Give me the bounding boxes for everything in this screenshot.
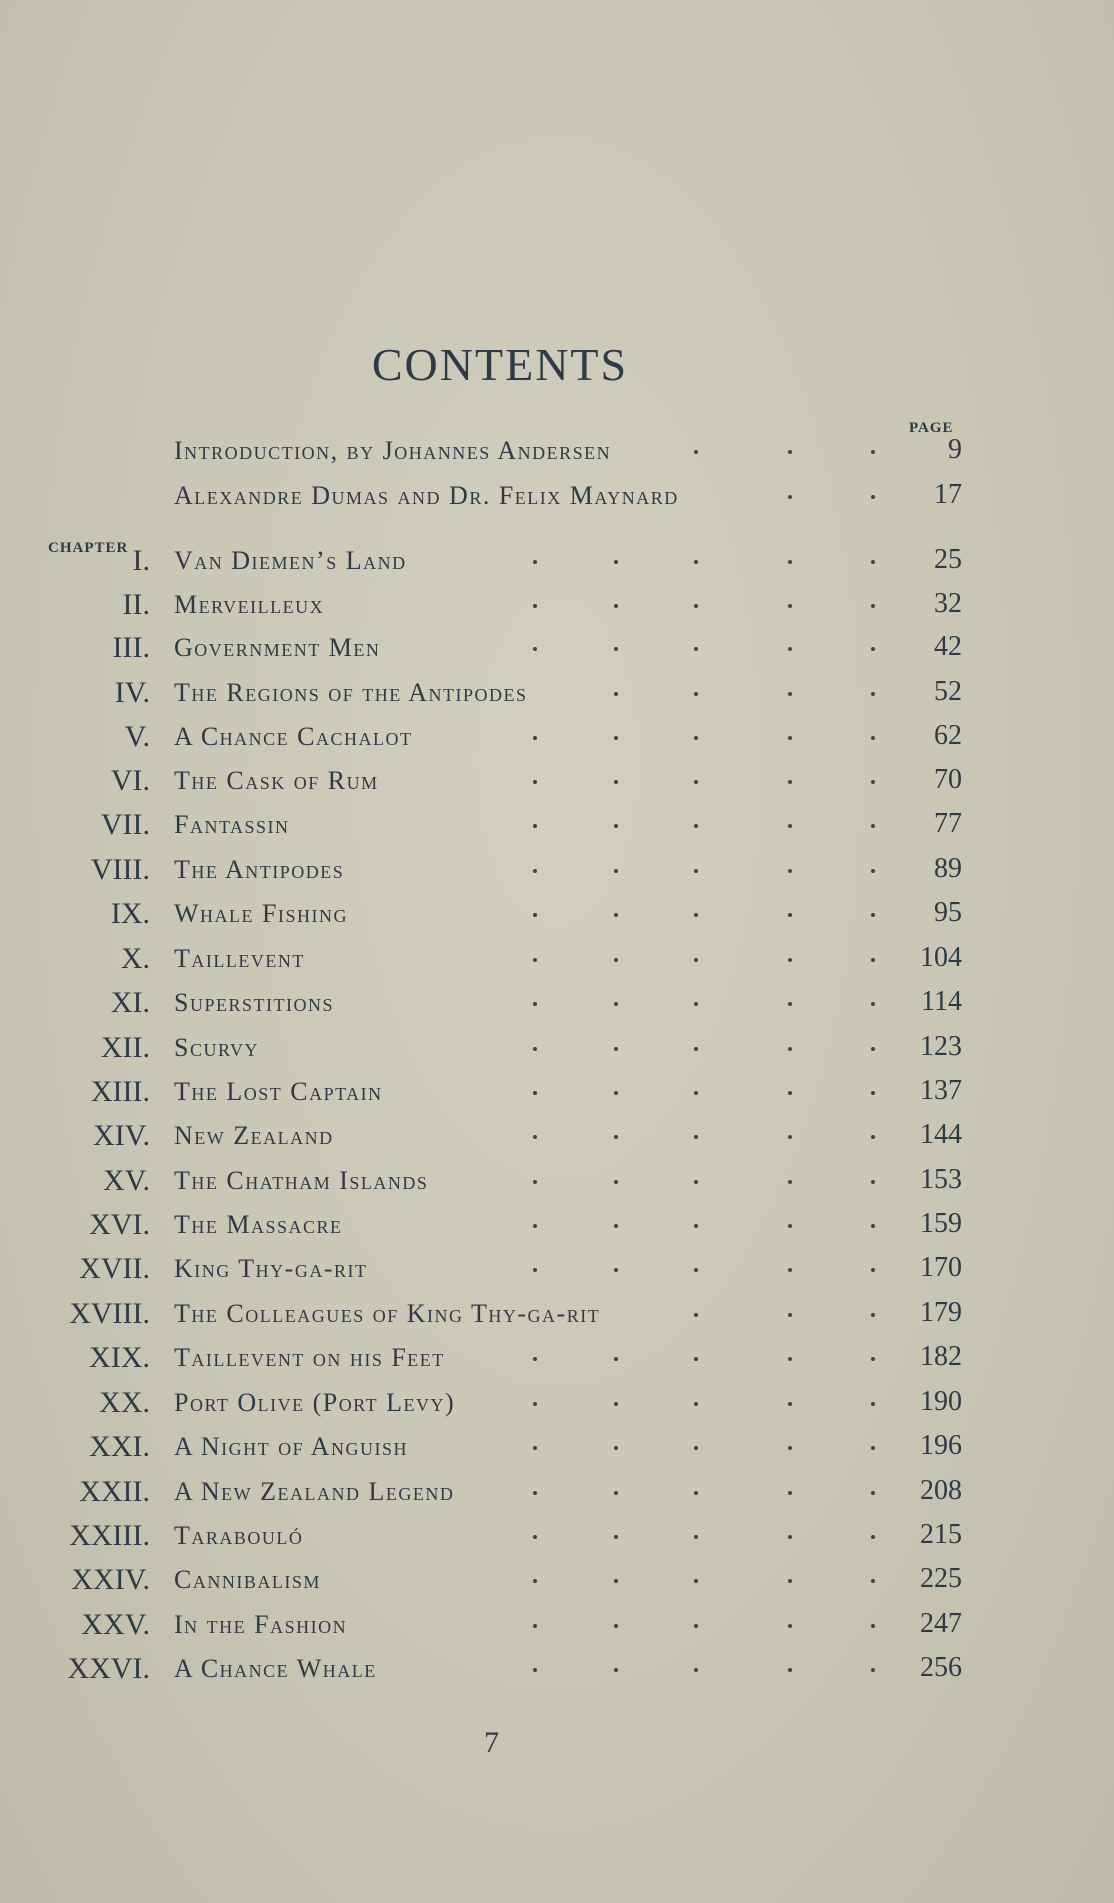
- chapter-number: III.: [112, 631, 150, 664]
- leader-dot: [614, 692, 618, 696]
- page-number-cell: 170: [920, 1252, 962, 1283]
- page-number-cell: 153: [920, 1164, 962, 1195]
- page-number-cell: 208: [920, 1475, 962, 1506]
- leader-dot: [694, 1135, 698, 1139]
- chapter-title: A New Zealand Legend: [174, 1477, 455, 1506]
- toc-entry: [0, 1297, 1114, 1341]
- page-number-cell: 17: [934, 479, 962, 510]
- chapter-number: XVI.: [89, 1208, 150, 1241]
- leader-dot: [694, 1047, 698, 1051]
- leader-dot: [788, 913, 792, 917]
- toc-entry: [0, 1563, 1114, 1607]
- leader-dot: [788, 1668, 792, 1672]
- leader-dot: [788, 1446, 792, 1450]
- leader-dot: [788, 604, 792, 608]
- leader-dot: [614, 1091, 618, 1095]
- leader-dot: [694, 1579, 698, 1583]
- toc-entry: [0, 1031, 1114, 1075]
- leader-dot: [533, 1002, 537, 1006]
- leader-dot: [788, 780, 792, 784]
- leader-dot: [871, 958, 875, 962]
- page-number-cell: 25: [934, 544, 962, 575]
- leader-dot: [533, 1668, 537, 1672]
- toc-entry: [0, 1341, 1114, 1385]
- leader-dot: [871, 495, 875, 499]
- page-number-cell: 182: [920, 1341, 962, 1372]
- chapter-title: Van Diemen’s Land: [174, 546, 407, 575]
- chapter-column-heading: CHAPTER: [48, 540, 129, 556]
- chapter-number: XXIII.: [69, 1519, 150, 1552]
- chapter-number: XVIII.: [69, 1297, 150, 1330]
- chapter-number: XII.: [100, 1031, 150, 1064]
- leader-dot: [788, 958, 792, 962]
- chapter-number: IX.: [110, 897, 150, 930]
- leader-dot: [533, 1357, 537, 1361]
- dot-leader: [0, 434, 1114, 478]
- page-number-cell: 215: [920, 1519, 962, 1550]
- toc-entry: [0, 720, 1114, 764]
- page-number-cell: 70: [934, 764, 962, 795]
- leader-dot: [614, 604, 618, 608]
- page-number-cell: 179: [920, 1297, 962, 1328]
- leader-dot: [694, 647, 698, 651]
- leader-dot: [788, 1224, 792, 1228]
- chapter-title: The Lost Captain: [174, 1077, 383, 1106]
- toc-entry: [0, 986, 1114, 1030]
- leader-dot: [533, 1180, 537, 1184]
- leader-dot: [533, 1579, 537, 1583]
- leader-dot: [533, 604, 537, 608]
- leader-dot: [871, 1002, 875, 1006]
- leader-dot: [694, 692, 698, 696]
- chapter-number: XI.: [110, 986, 150, 1019]
- chapter-title: Government Men: [174, 633, 381, 662]
- page-number-cell: 42: [934, 631, 962, 662]
- leader-dot: [614, 1579, 618, 1583]
- leader-dot: [694, 824, 698, 828]
- chapter-number: V.: [124, 720, 150, 753]
- toc-entry: [0, 942, 1114, 986]
- leader-dot: [533, 913, 537, 917]
- chapter-title: A Night of Anguish: [174, 1432, 408, 1461]
- toc-entry: [0, 631, 1114, 675]
- leader-dot: [614, 560, 618, 564]
- leader-dot: [694, 450, 698, 454]
- leader-dot: [533, 1491, 537, 1495]
- leader-dot: [533, 1047, 537, 1051]
- page-number: 7: [484, 1726, 499, 1759]
- toc-entry: [0, 897, 1114, 941]
- chapter-number: XIX.: [89, 1341, 150, 1374]
- leader-dot: [694, 913, 698, 917]
- leader-dot: [533, 958, 537, 962]
- toc-entry: [0, 853, 1114, 897]
- chapter-number: VIII.: [90, 853, 150, 886]
- leader-dot: [614, 1180, 618, 1184]
- leader-dot: [694, 1357, 698, 1361]
- leader-dot: [788, 1047, 792, 1051]
- page-number-cell: 225: [920, 1563, 962, 1594]
- leader-dot: [694, 604, 698, 608]
- toc-entry: [0, 479, 1114, 523]
- chapter-number: XXII.: [79, 1475, 150, 1508]
- leader-dot: [788, 1402, 792, 1406]
- chapter-title: Merveilleux: [174, 590, 325, 619]
- leader-dot: [533, 824, 537, 828]
- page-number-cell: 144: [920, 1119, 962, 1150]
- leader-dot: [788, 1180, 792, 1184]
- chapter-title: Superstitions: [174, 988, 334, 1017]
- leader-dot: [788, 647, 792, 651]
- leader-dot: [614, 913, 618, 917]
- page-number-cell: 247: [920, 1608, 962, 1639]
- leader-dot: [871, 1047, 875, 1051]
- leader-dot: [694, 560, 698, 564]
- page-number-cell: 159: [920, 1208, 962, 1239]
- leader-dot: [788, 450, 792, 454]
- chapter-number: XIV.: [93, 1119, 150, 1152]
- leader-dot: [694, 1002, 698, 1006]
- leader-dot: [788, 692, 792, 696]
- toc-entry: [0, 808, 1114, 852]
- toc-entry: [0, 588, 1114, 632]
- toc-entry: [0, 434, 1114, 478]
- leader-dot: [614, 1268, 618, 1272]
- toc-entry: [0, 1430, 1114, 1474]
- toc-entry: [0, 1519, 1114, 1563]
- toc-entry: [0, 1208, 1114, 1252]
- leader-dot: [614, 780, 618, 784]
- leader-dot: [533, 1091, 537, 1095]
- leader-dot: [871, 692, 875, 696]
- chapter-number: XIII.: [90, 1075, 150, 1108]
- leader-dot: [614, 1491, 618, 1495]
- leader-dot: [533, 1402, 537, 1406]
- leader-dot: [614, 1535, 618, 1539]
- leader-dot: [788, 1313, 792, 1317]
- chapter-number: IV.: [114, 676, 150, 709]
- leader-dot: [614, 1624, 618, 1628]
- leader-dot: [694, 1402, 698, 1406]
- leader-dot: [694, 1313, 698, 1317]
- chapter-title: Tarabouló: [174, 1521, 304, 1550]
- chapter-number: VI.: [110, 764, 150, 797]
- chapter-title: The Massacre: [174, 1210, 343, 1239]
- page-number-cell: 32: [934, 588, 962, 619]
- chapter-title: Taillevent on his Feet: [174, 1343, 445, 1372]
- leader-dot: [533, 780, 537, 784]
- leader-dot: [614, 1668, 618, 1672]
- leader-dot: [871, 604, 875, 608]
- chapter-number: VII.: [100, 808, 150, 841]
- leader-dot: [614, 1002, 618, 1006]
- leader-dot: [788, 1091, 792, 1095]
- leader-dot: [788, 736, 792, 740]
- leader-dot: [694, 1446, 698, 1450]
- leader-dot: [871, 736, 875, 740]
- leader-dot: [533, 1624, 537, 1628]
- leader-dot: [788, 869, 792, 873]
- page-number-cell: 62: [934, 720, 962, 751]
- leader-dot: [694, 1268, 698, 1272]
- toc-entry: [0, 1119, 1114, 1163]
- chapter-number: XXI.: [89, 1430, 150, 1463]
- chapter-title: The Colleagues of King Thy-ga-rit: [174, 1299, 601, 1328]
- leader-dot: [533, 560, 537, 564]
- toc-entry: [0, 1075, 1114, 1119]
- chapter-title: King Thy-ga-rit: [174, 1254, 368, 1283]
- leader-dot: [694, 958, 698, 962]
- leader-dot: [871, 1579, 875, 1583]
- page-number-cell: 104: [920, 942, 962, 973]
- leader-dot: [871, 780, 875, 784]
- leader-dot: [871, 450, 875, 454]
- chapter-number: XVII.: [79, 1252, 150, 1285]
- page-number-cell: 114: [921, 986, 962, 1017]
- page-number-cell: 77: [934, 808, 962, 839]
- chapter-title: Fantassin: [174, 810, 290, 839]
- page-number-cell: 52: [934, 676, 962, 707]
- chapter-title: Whale Fishing: [174, 899, 348, 928]
- leader-dot: [871, 1535, 875, 1539]
- chapter-title: Introduction, by Johannes Andersen: [174, 436, 612, 465]
- page-number-cell: 123: [920, 1031, 962, 1062]
- leader-dot: [788, 1357, 792, 1361]
- toc-entry: [0, 1475, 1114, 1519]
- leader-dot: [614, 1357, 618, 1361]
- leader-dot: [533, 1135, 537, 1139]
- leader-dot: [533, 1268, 537, 1272]
- leader-dot: [871, 1135, 875, 1139]
- chapter-title: Taillevent: [174, 944, 305, 973]
- leader-dot: [694, 1624, 698, 1628]
- leader-dot: [871, 1446, 875, 1450]
- toc-entry: [0, 1252, 1114, 1296]
- chapter-title: A Chance Whale: [174, 1654, 377, 1683]
- leader-dot: [788, 560, 792, 564]
- page-title: CONTENTS: [371, 339, 629, 390]
- chapter-number: II.: [122, 588, 150, 621]
- toc-entry: [0, 1652, 1114, 1696]
- leader-dot: [871, 913, 875, 917]
- chapter-title: The Chatham Islands: [174, 1166, 429, 1195]
- leader-dot: [614, 824, 618, 828]
- leader-dot: [533, 1535, 537, 1539]
- leader-dot: [871, 1357, 875, 1361]
- toc-entry: [0, 764, 1114, 808]
- leader-dot: [694, 780, 698, 784]
- leader-dot: [694, 1668, 698, 1672]
- leader-dot: [533, 736, 537, 740]
- leader-dot: [871, 1491, 875, 1495]
- chapter-title: Alexandre Dumas and Dr. Felix Maynard: [174, 481, 679, 510]
- leader-dot: [871, 1402, 875, 1406]
- toc-entry: [0, 676, 1114, 720]
- leader-dot: [871, 824, 875, 828]
- leader-dot: [871, 647, 875, 651]
- leader-dot: [871, 869, 875, 873]
- page-number-cell: 95: [934, 897, 962, 928]
- page-number-cell: 256: [920, 1652, 962, 1683]
- chapter-number: XV.: [103, 1164, 150, 1197]
- chapter-title: A Chance Cachalot: [174, 722, 413, 751]
- leader-dot: [694, 1180, 698, 1184]
- leader-dot: [871, 1624, 875, 1628]
- leader-dot: [533, 647, 537, 651]
- leader-dot: [871, 1313, 875, 1317]
- leader-dot: [614, 736, 618, 740]
- chapter-title: Cannibalism: [174, 1565, 321, 1594]
- leader-dot: [533, 1446, 537, 1450]
- leader-dot: [614, 1047, 618, 1051]
- toc-entry: [0, 1608, 1114, 1652]
- leader-dot: [871, 1180, 875, 1184]
- leader-dot: [788, 824, 792, 828]
- page-column-heading: PAGE: [909, 420, 954, 436]
- chapter-number: XXV.: [81, 1608, 150, 1641]
- page-number-cell: 196: [920, 1430, 962, 1461]
- chapter-title: The Regions of the Antipodes: [174, 678, 528, 707]
- chapter-title: Scurvy: [174, 1033, 260, 1062]
- chapter-number: XXVI.: [67, 1652, 150, 1685]
- leader-dot: [788, 1579, 792, 1583]
- chapter-number: I.: [132, 544, 150, 577]
- leader-dot: [871, 1268, 875, 1272]
- leader-dot: [788, 1491, 792, 1495]
- toc-entry: [0, 544, 1114, 588]
- leader-dot: [614, 1224, 618, 1228]
- toc-entry: [0, 1386, 1114, 1430]
- leader-dot: [871, 1091, 875, 1095]
- leader-dot: [788, 1535, 792, 1539]
- toc-entry: [0, 1164, 1114, 1208]
- leader-dot: [614, 1135, 618, 1139]
- chapter-title: Port Olive (Port Levy): [174, 1388, 456, 1417]
- leader-dot: [694, 736, 698, 740]
- leader-dot: [788, 1268, 792, 1272]
- page-number-cell: 89: [934, 853, 962, 884]
- leader-dot: [788, 1624, 792, 1628]
- page-number-cell: 137: [920, 1075, 962, 1106]
- leader-dot: [694, 869, 698, 873]
- leader-dot: [614, 647, 618, 651]
- leader-dot: [614, 1402, 618, 1406]
- chapter-title: The Cask of Rum: [174, 766, 379, 795]
- leader-dot: [694, 1491, 698, 1495]
- chapter-number: X.: [120, 942, 150, 975]
- chapter-number: XX.: [99, 1386, 150, 1419]
- leader-dot: [788, 495, 792, 499]
- leader-dot: [788, 1135, 792, 1139]
- leader-dot: [614, 869, 618, 873]
- leader-dot: [533, 1224, 537, 1228]
- leader-dot: [533, 869, 537, 873]
- leader-dot: [694, 1535, 698, 1539]
- leader-dot: [871, 1668, 875, 1672]
- chapter-title: The Antipodes: [174, 855, 345, 884]
- chapter-title: New Zealand: [174, 1121, 334, 1150]
- leader-dot: [871, 560, 875, 564]
- leader-dot: [788, 1002, 792, 1006]
- leader-dot: [614, 958, 618, 962]
- chapter-title: In the Fashion: [174, 1610, 348, 1639]
- leader-dot: [614, 1446, 618, 1450]
- leader-dot: [871, 1224, 875, 1228]
- page-number-cell: 9: [948, 434, 962, 465]
- chapter-number: XXIV.: [71, 1563, 150, 1596]
- leader-dot: [694, 1224, 698, 1228]
- page-number-cell: 190: [920, 1386, 962, 1417]
- leader-dot: [694, 1091, 698, 1095]
